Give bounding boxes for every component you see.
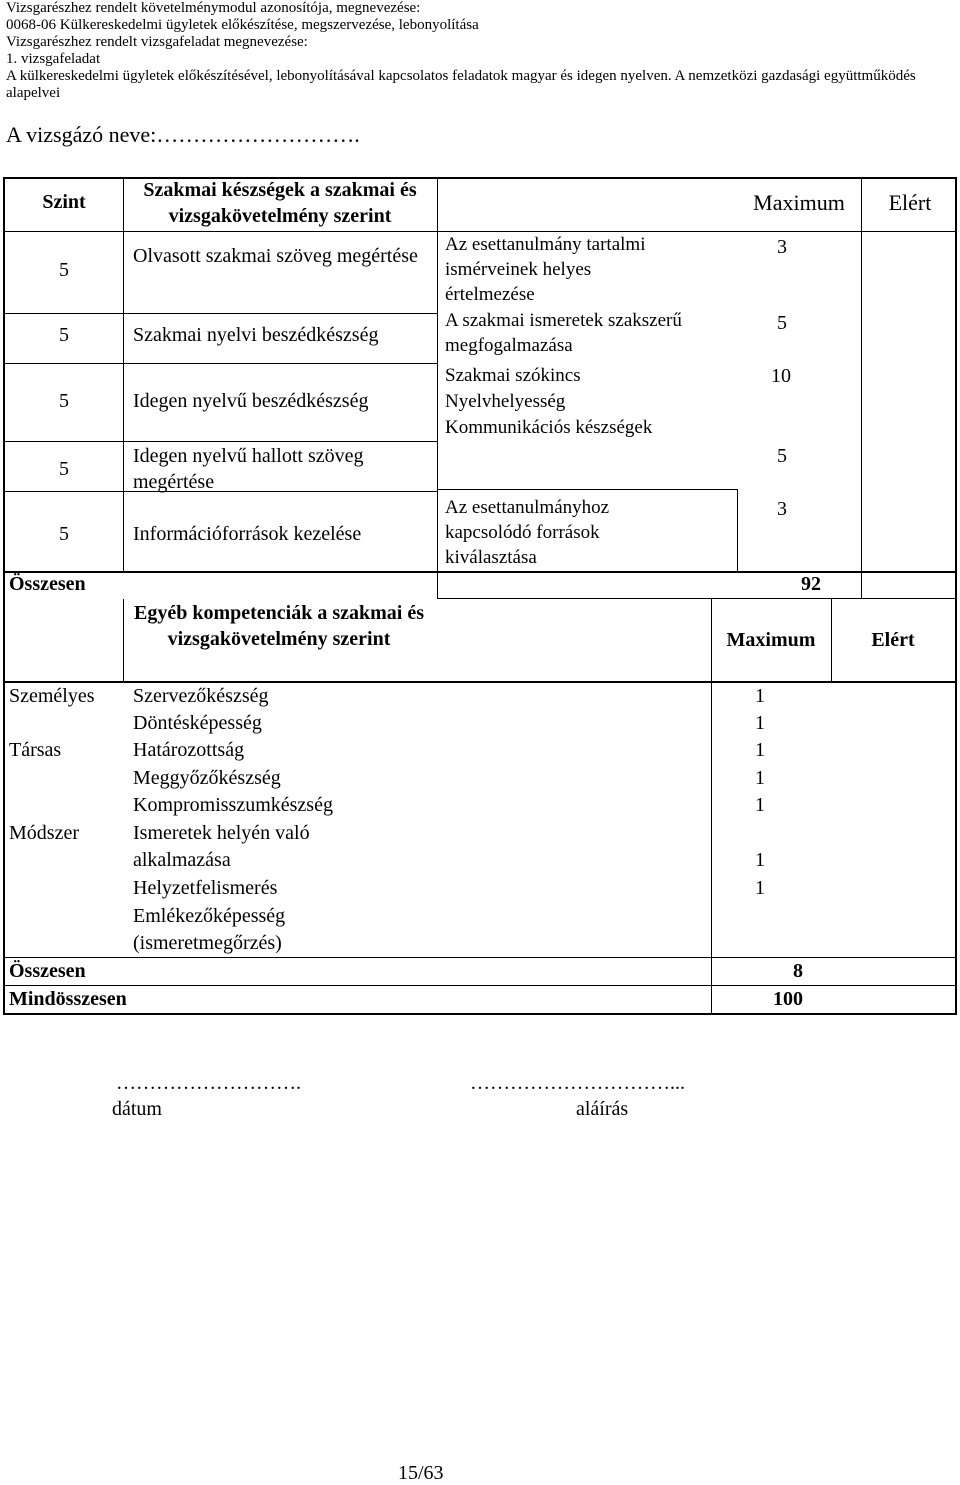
skill-max: 3 bbox=[777, 236, 787, 258]
skill-max: 5 bbox=[777, 445, 787, 467]
table-border bbox=[955, 177, 957, 1015]
competency-name: Határozottság bbox=[133, 739, 245, 761]
skill-max: 5 bbox=[777, 312, 787, 334]
page-number: 15/63 bbox=[398, 1462, 444, 1484]
table-divider bbox=[3, 957, 957, 958]
competency-max: 1 bbox=[755, 849, 765, 871]
section-total-label: Összesen bbox=[9, 960, 86, 982]
section-total-value: 92 bbox=[801, 573, 821, 595]
competency-group: Személyes bbox=[9, 685, 95, 707]
table-divider bbox=[3, 313, 437, 314]
table-divider bbox=[437, 598, 955, 599]
date-line: ………………………. bbox=[116, 1072, 301, 1094]
header-line: A külkereskedelmi ügyletek előkészítésével, lebonyolításával kapcsolatos feladatok magyar és idegen nyelven. A nemzetközi gazdasági együttműködés alapelvei bbox=[6, 68, 916, 101]
header-maximum: Maximum bbox=[753, 190, 845, 215]
competency-name: Kompromisszumkészség bbox=[133, 794, 333, 816]
header-achieved: Elért bbox=[888, 190, 932, 215]
competency-name: Szervezőkészség bbox=[133, 685, 269, 707]
skill-name: Szakmai nyelvi beszédkészség bbox=[133, 324, 379, 346]
table-border bbox=[3, 177, 5, 1015]
competency-group: Társas bbox=[9, 739, 62, 761]
table-divider bbox=[861, 177, 862, 599]
skill-name: Információforrások kezelése bbox=[133, 523, 362, 545]
header-line: Vizsgarészhez rendelt vizsgafeladat megnevezése: bbox=[6, 34, 308, 50]
header-line: 1. vizsgafeladat bbox=[6, 51, 101, 67]
competency-name: Meggyőzőkészség bbox=[133, 767, 281, 789]
header-level: Szint bbox=[42, 191, 86, 213]
skill-criterion: A szakmai ismeretek szakszerű megfogalmazása bbox=[445, 310, 682, 356]
table-divider bbox=[437, 177, 438, 599]
competency-max: 1 bbox=[755, 685, 765, 707]
competency-name: Ismeretek helyén való alkalmazása bbox=[133, 822, 310, 871]
table-divider bbox=[123, 177, 124, 573]
header-skills: Szakmai készségek a szakmai és vizsgakövetelmény szerint bbox=[143, 179, 417, 227]
competency-name: Helyzetfelismerés bbox=[133, 877, 278, 899]
table-divider bbox=[711, 599, 712, 1013]
skill-criterion: Az esettanulmányhoz kapcsolódó források kiválasztása bbox=[445, 497, 610, 568]
header-line: Vizsgarészhez rendelt követelménymodul azonosítója, megnevezése: bbox=[6, 0, 421, 16]
signature-label: aláírás bbox=[576, 1098, 629, 1120]
table-divider bbox=[737, 489, 738, 573]
grand-total-label: Mindösszesen bbox=[9, 988, 127, 1010]
skill-level: 5 bbox=[59, 458, 69, 480]
skill-level: 5 bbox=[59, 523, 69, 545]
table-divider bbox=[3, 441, 437, 442]
table-border bbox=[3, 1013, 957, 1015]
date-label: dátum bbox=[112, 1098, 162, 1120]
examinee-name-label: A vizsgázó neve:………………………. bbox=[6, 122, 360, 147]
competency-max: 1 bbox=[755, 712, 765, 734]
skill-criterion: Az esettanulmány tartalmi ismérveinek helyes értelmezése bbox=[445, 234, 646, 305]
table-divider bbox=[437, 489, 737, 490]
competency-max: 1 bbox=[755, 739, 765, 761]
skill-name: Idegen nyelvű beszédkészség bbox=[133, 390, 369, 412]
skill-level: 5 bbox=[59, 324, 69, 346]
competency-max: 1 bbox=[755, 767, 765, 789]
header-maximum: Maximum bbox=[726, 629, 816, 651]
table-divider bbox=[123, 599, 124, 681]
skill-criterion: Szakmai szókincs Nyelvhelyesség Kommunikációs készségek bbox=[445, 365, 653, 438]
document-header bbox=[6, 0, 954, 102]
skill-max: 3 bbox=[777, 498, 787, 520]
table-divider bbox=[3, 985, 957, 986]
evaluation-table bbox=[3, 177, 957, 1015]
grand-total-value: 100 bbox=[773, 988, 803, 1010]
competency-max: 1 bbox=[755, 794, 765, 816]
competency-name: Emlékezőképesség (ismeretmegőrzés) bbox=[133, 905, 286, 954]
signature-line: …………………………... bbox=[470, 1072, 685, 1094]
table-divider bbox=[3, 363, 437, 364]
section-total-label: Összesen bbox=[9, 573, 86, 595]
skill-max: 10 bbox=[771, 365, 791, 387]
competency-name: Döntésképesség bbox=[133, 712, 262, 734]
skill-level: 5 bbox=[59, 259, 69, 281]
skill-name: Idegen nyelvű hallott szöveg megértése bbox=[133, 445, 364, 493]
header-competencies: Egyéb kompetenciák a szakmai és vizsgakövetelmény szerint bbox=[134, 602, 424, 650]
skill-name: Olvasott szakmai szöveg megértése bbox=[133, 245, 418, 267]
header-achieved: Elért bbox=[871, 629, 915, 651]
competency-group: Módszer bbox=[9, 822, 79, 844]
skill-level: 5 bbox=[59, 390, 69, 412]
competency-max: 1 bbox=[755, 877, 765, 899]
section-total-value: 8 bbox=[793, 960, 803, 982]
header-line: 0068-06 Külkereskedelmi ügyletek előkészítése, megszervezése, lebonyolítása bbox=[6, 17, 479, 33]
